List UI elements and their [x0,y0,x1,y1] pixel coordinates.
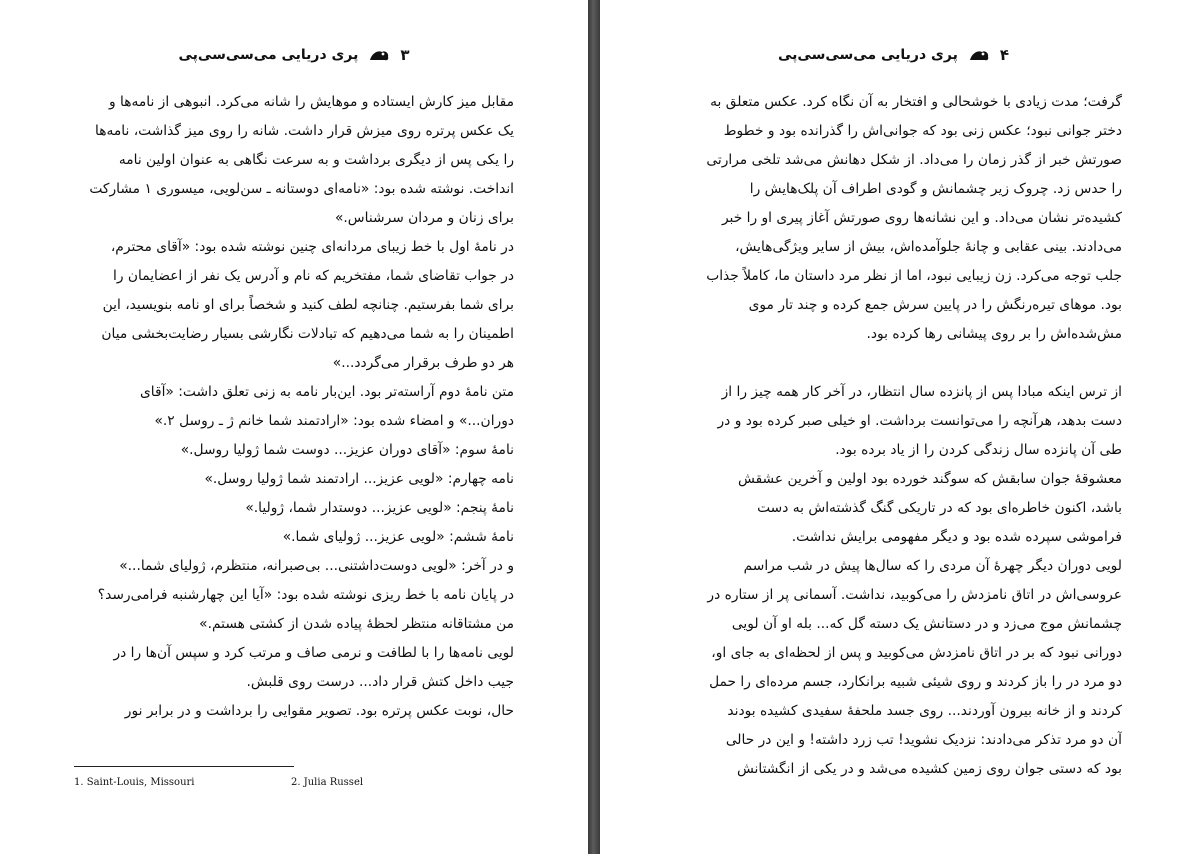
text-line [682,349,1122,378]
footnote-1: 1. Saint-Louis, Missouri [74,777,195,788]
text-line: هر دو طرف برقرار می‌گردد...» [332,355,514,371]
text-line: لویی دوران دیگر چهرهٔ آن مردی را که سال‌ها پیش در شب مراسم [743,558,1122,574]
text-line: دوران...» و امضاء شده بود: «ارادتمند شما خانم ژ ـ روسل ۲.» [154,413,514,429]
text-line: دست بدهد، هرآنچه را می‌توانست برداشت. او خیلی صبر کرده بود و در [717,413,1122,429]
text-line: معشوقهٔ جوان سابقش که سوگند خورده بود اولین و آخرین عشقش [737,471,1122,487]
text-line: آن دو مرد تذکر می‌دادند: نزدیک نشوید! تب زرد داشته! و این در حالی [725,732,1122,748]
text-line: انداخت. نوشته شده بود: «نامه‌ای دوستانه ـ سن‌لویی، میسوری ۱ مشارکت [89,181,514,197]
left-page-header [0,42,588,68]
text-line: مش‌شده‌اش را بر روی پیشانی رها کرده بود. [866,326,1122,342]
right-page-header [600,42,1187,68]
text-line: نامه چهارم: «لویی عزیز... ارادتمند شما ژولیا روسل.» [204,471,514,487]
text-line: در جواب تقاضای شما، مفتخریم که نام و آدرس یک نفر از اعضایمان را [113,268,514,284]
text-line: چشمانش موج می‌زد و در دستانش یک دسته گل که... بله او آن لویی [731,616,1122,632]
book-gutter [588,0,600,854]
text-line: طی آن پانزده سال زندگی کردن را از یاد برده بود. [835,442,1122,458]
text-line: و در آخر: «لویی دوست‌داشتنی... بی‌صبرانه، منتظرم، ژولیای شما...» [119,558,514,574]
text-line: نامهٔ پنجم: «لویی عزیز... دوستدار شما، ژولیا.» [245,500,514,516]
text-line: جیب داخل کتش قرار داد... درست روی قلبش. [246,674,514,690]
text-line: دو مرد در را باز کردند و روی شیئی شبیه برانکارد، جسم مرده‌ای را حمل [709,674,1122,690]
left-body-text [74,88,514,726]
page-number: ۴ [999,46,1009,64]
text-line: یک عکس پرتره روی میزش قرار داشت. شانه را روی میز گذاشت، نامه‌ها [95,123,514,139]
right-body-text [682,88,1122,784]
text-line: بود که دستی جوان روی زمین کشیده می‌شد و در یکی از انگشتانش [736,761,1122,777]
running-title: پری دریایی می‌سی‌سی‌پی [178,47,359,63]
text-line: در پایان نامه با خط ریزی نوشته شده بود: «آیا این چهارشنبه فرامی‌رسد؟ [97,587,514,603]
text-line: کردند و از خانه بیرون آوردند... روی جسد ملحفهٔ سفیدی کشیده بودند [727,703,1122,719]
text-line: دختر جوانی نبود؛ عکس زنی بود که جوانی‌اش را گذرانده بود و خطوط [723,123,1122,139]
text-line: مقابل میز کارش ایستاده و موهایش را شانه می‌کرد. انبوهی از نامه‌ها و [108,94,514,110]
text-line: دورانی نبود که بر در اتاق نامزدش می‌کوبید و پس از لحظه‌ای به جای او، [711,645,1122,661]
text-line: از ترس اینکه مبادا پس از پانزده سال انتظار، در آخر کار همه چیز را از [721,384,1122,400]
right-page [600,0,1187,854]
text-line: نامهٔ سوم: «آقای دوران عزیز... دوست شما ژولیا روسل.» [180,442,514,458]
footnote-divider [74,766,294,767]
text-line: باشد، اکنون خاطره‌ای بود که در تاریکی گنگ گذشته‌اش به دست [757,500,1122,516]
text-line: عروسی‌اش در اتاق نامزدش را می‌کوبید، نداشت. آسمانی پر از ستاره در [707,587,1122,603]
text-line: را حدس زد. چروک زیر چشمانش و گودی اطراف آن پلک‌هایش را [749,181,1122,197]
text-line: می‌دادند. بینی عقابی و چانهٔ جلوآمده‌اش، بیش از سایر ویژگی‌هایش، [735,239,1122,255]
publisher-logo-icon [968,48,990,62]
text-line: در نامهٔ اول با خط زیبای مردانه‌ای چنین نوشته شده بود: «آقای محترم، [110,239,514,255]
text-line: اطمینان را به شما می‌دهیم که تبادلات نگارشی بسیار رضایت‌بخشی میان [101,326,514,342]
publisher-logo-icon [368,48,390,62]
text-line: جلب توجه می‌کرد. زن زیبایی نبود، اما از نظر مرد داستان ما، کاملاً جذاب [706,268,1122,284]
text-line: کشیده‌تر نشان می‌داد. و این نشانه‌ها روی صورتش آغاز پیری او را خبر [721,210,1122,226]
page-number: ۳ [400,46,410,64]
text-line: من مشتاقانه منتظر لحظهٔ پیاده شدن از کشتی هستم.» [199,616,514,632]
running-title: پری دریایی می‌سی‌سی‌پی [778,47,958,63]
text-line: حال، نوبت عکس پرتره بود. تصویر مقوایی را برداشت و در برابر نور [124,703,514,719]
text-line: بود. موهای تیره‌رنگش را در پایین سرش جمع کرده و چند تار موی [748,297,1122,313]
text-line: متن نامهٔ دوم آراسته‌تر بود. این‌بار نامه به زنی تعلق داشت: «آقای [139,384,514,400]
text-line: لویی نامه‌ها را با لطافت و نرمی صاف و مرتب کرد و سپس آن‌ها را در [113,645,514,661]
text-line: برای زنان و مردان سرشناس.» [334,210,514,226]
left-page [0,0,588,854]
text-line: برای شما بفرستیم. چنانچه لطف کنید و شخصاً برای او نامه بنویسید، این [102,297,514,313]
text-line: نامهٔ ششم: «لویی عزیز... ژولیای شما.» [282,529,514,545]
text-line: گرفت؛ مدت زیادی با خوشحالی و افتخار به آن نگاه کرد. عکس متعلق به [710,94,1122,110]
footnote-2: 2. Julia Russel [291,777,364,788]
text-line: صورتش خبر از گذر زمان را می‌داد. از شکل دهانش می‌شد تلخی مرارتی [706,152,1122,168]
text-line: فراموشی سپرده شده بود و دیگر مفهومی برایش نداشت. [791,529,1122,545]
text-line: را یکی پس از دیگری برداشت و به سرعت نگاهی به عنوان اولین نامه [118,152,514,168]
